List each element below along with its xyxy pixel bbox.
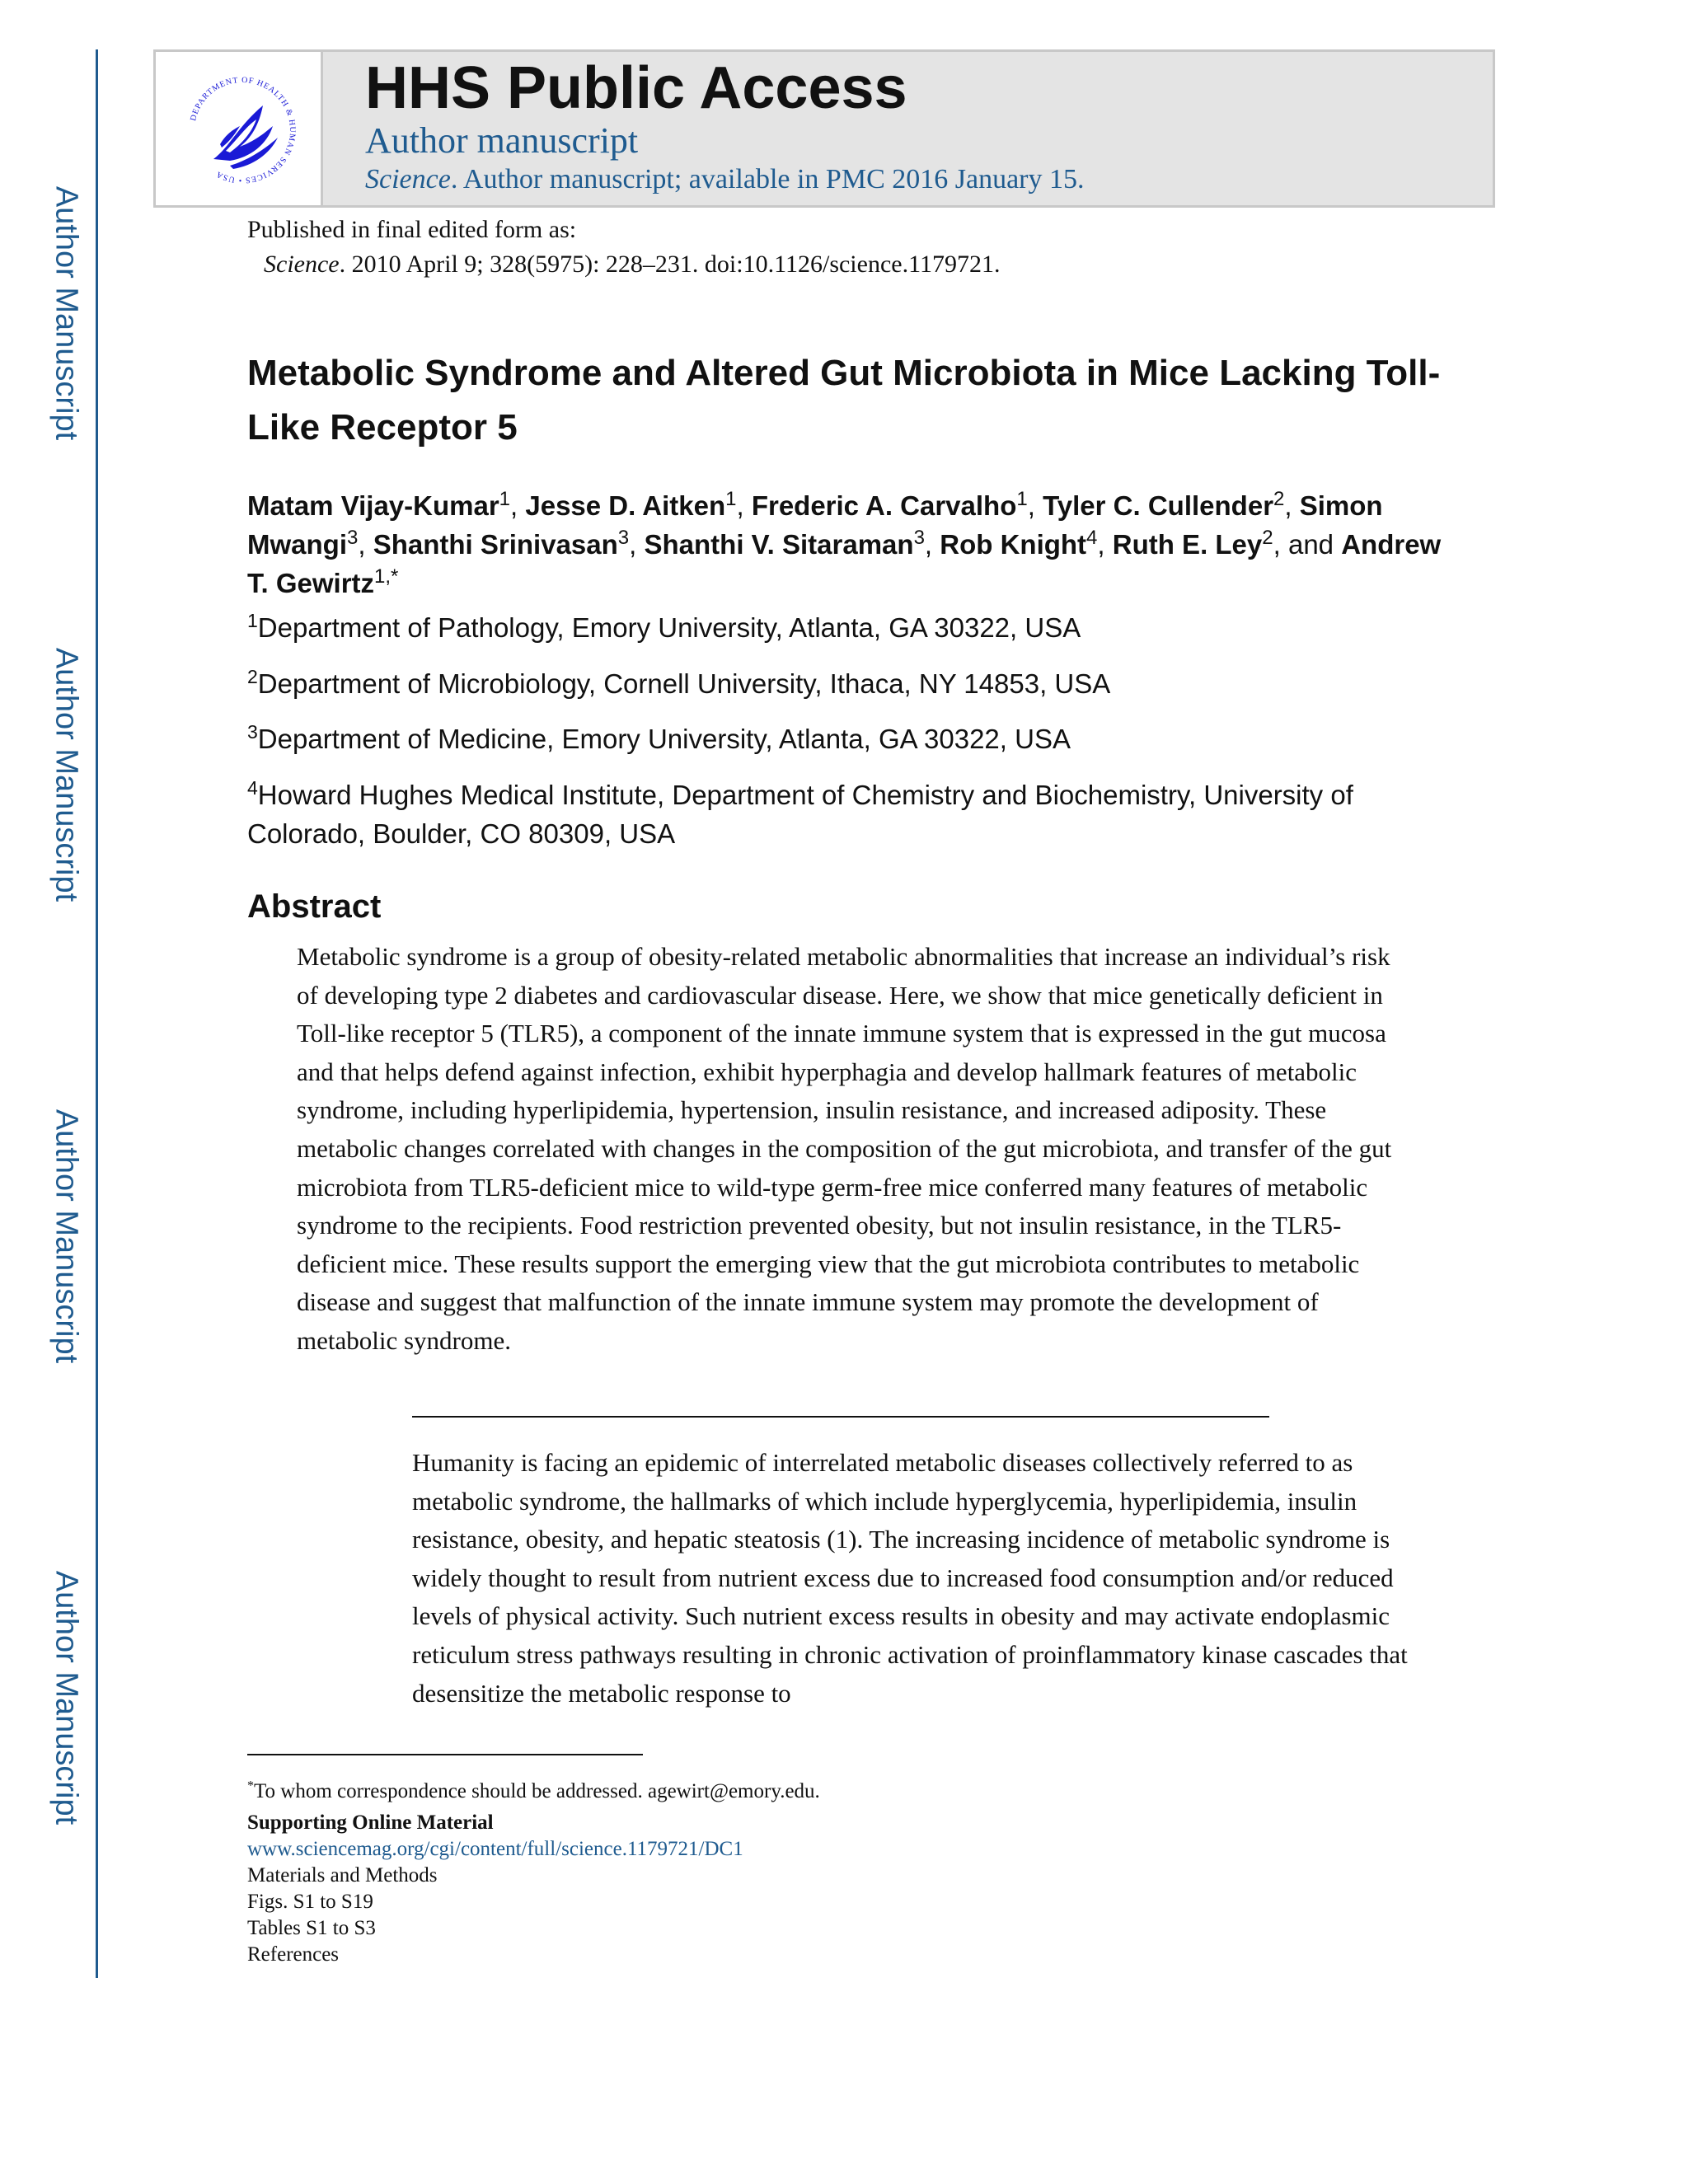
citation-text: . 2010 April 9; 328(5975): 228–231. doi:10.1126/science.1179721. (339, 251, 1001, 278)
som-item: Figs. S1 to S19 (247, 1891, 373, 1913)
som-link[interactable]: www.sciencemag.org/cgi/content/full/science.1179721/DC1 (247, 1838, 743, 1860)
author: Shanthi Srinivasan$^3$, (373, 527, 645, 560)
journal-name: Science (365, 164, 451, 194)
affiliation: $^4$Howard Hughes Medical Institute, Department of Chemistry and Biochemistry, University of Colorado, Boulder, CO 80309, USA (247, 777, 1353, 849)
citation (247, 247, 1000, 282)
affiliation: $^1$Department of Pathology, Emory University, Atlanta, GA 30322, USA (247, 610, 1081, 643)
divider (412, 1416, 1269, 1418)
footnotes (247, 1779, 1319, 1968)
citation-journal: Science (264, 251, 340, 278)
article-title: Metabolic Syndrome and Altered Gut Microbiota in Mice Lacking Toll-Like Receptor 5 (247, 353, 1441, 448)
hhs-title: HHS Public Access (365, 55, 907, 121)
author: Ruth E. Ley$^2$, and (1112, 527, 1342, 560)
som-heading: Supporting Online Material (247, 1811, 494, 1834)
availability-line (365, 164, 1084, 195)
author: Jesse D. Aitken$^1$, (525, 488, 752, 521)
published-label: Published in final edited form as: (247, 216, 577, 243)
author: Matam Vijay-Kumar$^1$, (247, 488, 526, 521)
author: Simon Mwangi$^3$, (247, 490, 1383, 560)
footnote-divider (247, 1754, 643, 1755)
som-item: Tables S1 to S3 (247, 1917, 376, 1939)
correspondence-note: *To whom correspondence should be addressed. agewirt@emory.edu. (247, 1779, 820, 1802)
affiliation: $^2$Department of Microbiology, Cornell University, Ithaca, NY 14853, USA (247, 666, 1111, 699)
manuscript-label: Author manuscript (365, 120, 639, 161)
author: Tyler C. Cullender$^2$, (1043, 488, 1300, 521)
author: Rob Knight$^4$, (940, 527, 1113, 560)
intro-paragraph: Humanity is facing an epidemic of interrelated metabolic diseases collectively referred to as metabolic syndrome, the hallmarks of which include hyperglycemia, hyperlipidemia, insulin resistance, obesity, and hepatic steatosis (1). The increasing incidence of metabolic syndrome is widely thought to result from nutrient excess due to increased food consumption and/or reduced levels of physical activity. Such nutrient excess results in obesity and may activate endoplasmic reticulum stress pathways resulting in chronic activation of proinflammatory kinase cascades that desensitize the metabolic response to (412, 1448, 1408, 1708)
abstract-text: Metabolic syndrome is a group of obesity-related metabolic abnormalities that increase an individual’s risk of developing type 2 diabetes and cardiovascular disease. Here, we show that mice genetically deficient in Toll-like receptor 5 (TLR5), a component of the innate immune system that is expressed in the gut mucosa and that helps defend against infection, exhibit hyperphagia and develop hallmark features of metabolic syndrome, including hyperlipidemia, hypertension, insulin resistance, and increased adiposity. These metabolic changes correlated with changes in the composition of the gut microbiota, and transfer of the gut microbiota from TLR5-deficient mice to wild-type germ-free mice conferred many features of metabolic syndrome to the recipients. Food restriction prevented obesity, but not insulin resistance, in the TLR5-deficient mice. These results support the emerging view that the gut microbiota contributes to metabolic disease and suggest that malfunction of the innate immune system may promote the development of metabolic syndrome. (297, 942, 1392, 1355)
svg-text:DEPARTMENT OF HEALTH & HUMAN S: DEPARTMENT OF HEALTH & HUMAN SERVICES • USA (189, 75, 298, 185)
author-list (247, 486, 1451, 602)
hhs-header-box (153, 49, 1495, 208)
abstract-heading: Abstract (247, 888, 382, 925)
affiliation: $^3$Department of Medicine, Emory University, Atlanta, GA 30322, USA (247, 721, 1071, 754)
som-item: References (247, 1943, 340, 1966)
sidebar-rule (96, 49, 98, 1978)
hhs-eagle-seal-icon (181, 68, 304, 192)
availability-text: . Author manuscript; available in PMC 2016 January 15. (450, 164, 1085, 194)
author: Shanthi V. Sitaraman$^3$, (644, 527, 940, 560)
som-item: Materials and Methods (247, 1864, 438, 1886)
author: Frederic A. Carvalho$^1$, (751, 488, 1043, 521)
author: Andrew T. Gewirtz$^{1,*}$ (247, 529, 1442, 598)
published-block (247, 213, 1000, 282)
